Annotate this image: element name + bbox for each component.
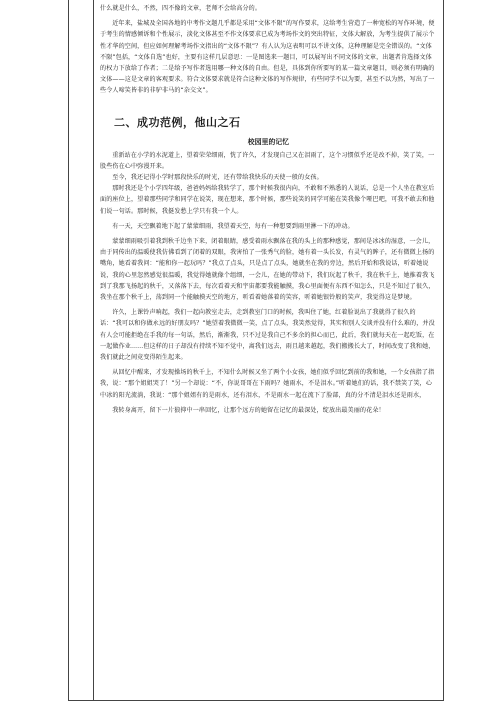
essay-paragraph: 许久，上课铃声响起，我们一起向教室走去，走到教室门口的时候，我叫住了她，红着脸说出了我就得了很久的话：“我可以和你做永远的好朋友吗？”她望着我微微一笑，点了点头，我笑然觉得，其实和别人交谈并没有什么难的，并没有人会可能拒绝在手我的每一句话，然后，渐渐我，只不过是我自己不多余的担心而已，此后，我们就每天在一起吃饭，在一起做作业……但这样的日子却没有持续不知不觉中，离我们远去，雨且越来越起，我们搬搬长大了，时间改变了我和她，我们就此之间竟变得陌生起来。 [100, 309, 435, 362]
document-table [68, 0, 444, 701]
essay-paragraph: 有一天，天空飘着地下起了蒙蒙细雨，我望着天空，每有一种想要到雨里淋一下的冲动。 [112, 222, 354, 230]
table-left-column [69, 0, 94, 700]
essay-paragraph: 蒙蒙细雨吸引着我到秋千边坐下来，闭着眼睛，感受着雨水飘落在我的头上的那种感觉，那间是冰冰的湿意，一会儿，由于同传出的温暖使我仿佛看到了闭着的双眼，我害怕了一张秀气的脸，她有着一头长发，有灵气的眸子，还有微微上扬的嘴角，她看着我问：“能和你一起玩吗？”我点了点头，只是点了点头，她就坐在我的旁边，然后开始和我说话，听着她说说，我的心里忽然感觉很温暖，我觉得她就像个组细，一会儿，在她的带动下，我们玩起了秋千，我在秋千上，她推着我飞到了我那飞扬起的秋千，又落落下去，每次看着天和宇宙都要我能触摸，我心里面便有东西不知怎么，只是不知过了很久，我坐在那个秋千上，荡到同一个能触摸天空的地方，听看着她落着的笑容，听着她银铃般的笑声，我觉得这是梦境。 [100, 238, 435, 302]
intro-tail-text: 什么就是什么，不然，四不像的文章，老师不会给高分的。 [100, 5, 262, 12]
essay-paragraph: 重新站在小学的水泥道上，望着荣荣细雨，恍了许久，才发现自己又在泪雨了，这个习惯似乎还是改不掉，笑了笑，一股些伤在心中弥漫开来。 [100, 151, 435, 170]
essay-paragraph: 从回忆中醒来，才发现操场的秋千上，不知什么时候又坐了两个小女孩，她们似乎回忆到前的我和她，一个女孩指了指我，说：“那个姐姐哭了！”另一个却说：“不，你说哥哥在下雨吗？她雨水，不是泪水。”听着她们的话，我不禁笑了笑，心中冰的阳光流淌，我说：“那个姐姐有的是雨水，还有泪水，不是雨水一起在流下了脸部，真的分不清是泪水还是雨水， [100, 369, 435, 399]
essay-title: 校园里的记忆 [247, 137, 290, 146]
intro-paragraph: 近年来，盐城及全国各地的中考作文题几乎都是采用“文体不限”的写作要求，这给考生营造了一种宽松的写作环境，便于考生的情感倾诉和个性展示，淡化文体甚至不作文体要求已成为考场作文的突出特征，文体大解放，为考生提供了展示个性才华的空间，但应如何理解考场作文指出的“文体不限”？有人认为这表明可以不讲文体，这种理解是完全错误的。“文体不限”包括，“文体自选”也好，主要有这样几层意思：一是图选来一题目，可以展写出不同文体的文章，出题者肯选择文体的权力下放给了作者；二是给予写作者选用哪一种文体的自由。但是，具体到你所要写的某一篇文章题目，则必须有明确的文体——这是文章的客观要求。符合文体要求就是符合这种文体的写作规律，有些同学不以为要，甚至不以为然，写出了一些令人啼笑皆非的非驴非马的“杂交文”。 [100, 20, 435, 95]
essay-paragraph: 至今，我还记得小学时那段快乐的时光，还有带给我快乐的天使一般的女孩。 [112, 174, 323, 182]
table-content-cell [100, 3, 437, 416]
section-heading: 二、成功范例，他山之石 [114, 115, 241, 129]
essay-paragraph: 那时我还是个小学四年级，爸爸妈妈给我转学了，那个时候我很内向，不敢和不熟悉的人说话，总是一个人坐在教室后面的座位上，望着那些同学和同学在说笑，现在想来，那个时候，那些说笑的同学可能在笑我像个哑巴吧，可我不敢去和他们说一句话。那时候，我挺发愁上学只有我一个人。 [100, 185, 435, 215]
essay-paragraph: 我转身离开，留下一片狼抑中一串回忆，让那个远方的她留在记忆的最深处，绽放出最美丽的花朵！ [112, 406, 385, 414]
